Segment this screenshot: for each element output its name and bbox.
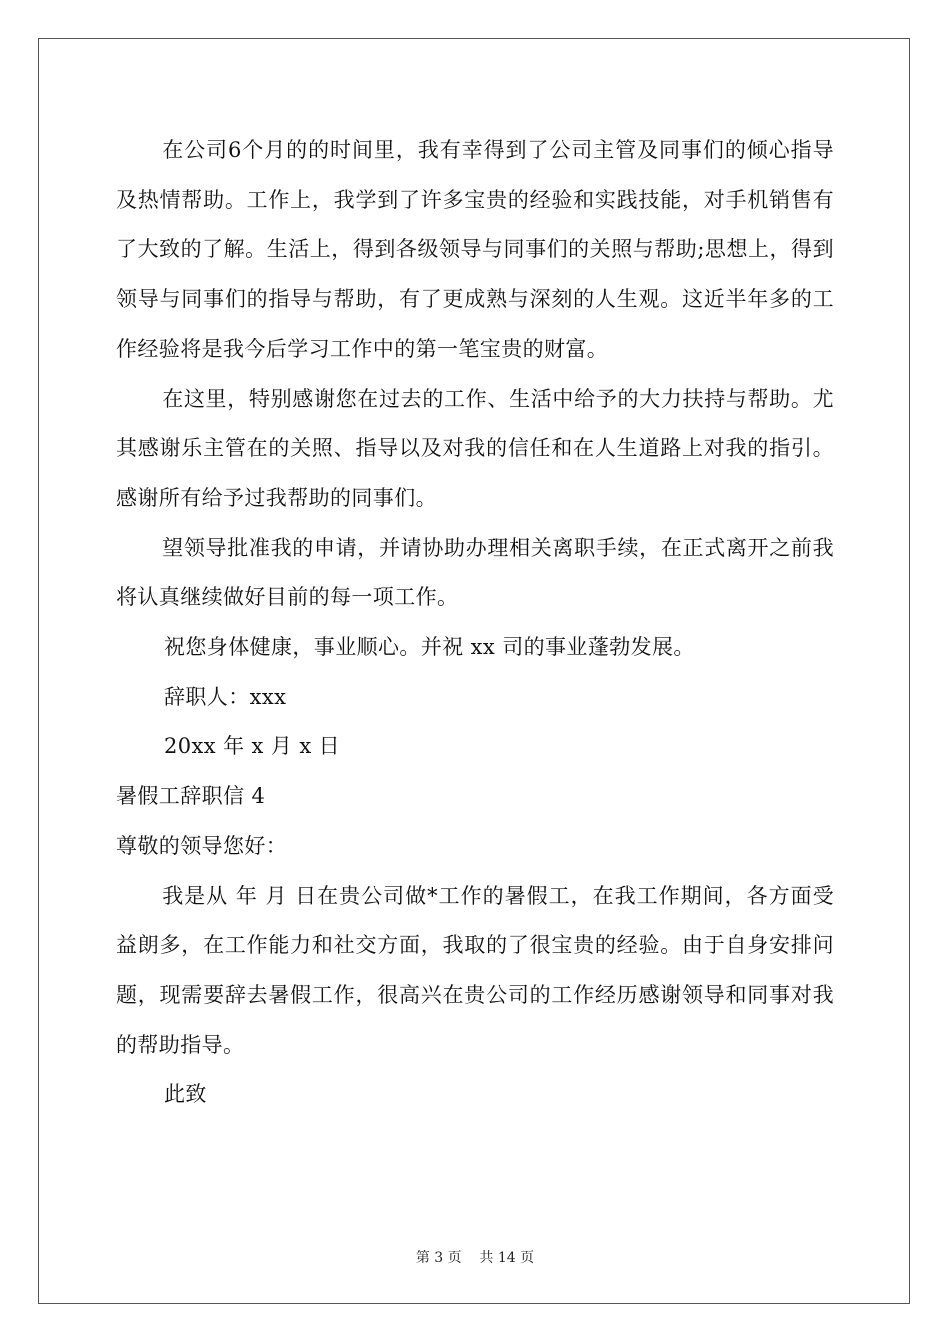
- date-line: 20xx 年 x 月 x 日: [164, 734, 341, 759]
- paragraph-1: 在公司6个月的的时间里，我有幸得到了公司主管及同事们的倾心指导及热情帮助。工作上，我学到了许多宝贵的经验和实践技能，对手机销售有了大致的了解。生活上，得到各级领导与同事们的关照与帮助;思想上，得到领导与同事们的指导与帮助，有了更成熟与深刻的人生观。这近半年多的工作经验将是我今后学习工作中的第一笔宝贵的财富。: [116, 138, 834, 361]
- body-paragraph-letter-4: 我是从 年 月 日在贵公司做*工作的暑假工，在我工作期间，各方面受益朗多，在工作能力和社交方面，我取的了很宝贵的经验。由于自身安排问题，现需要辞去暑假工作，很高兴在贵公司的工作经历感谢领导和同事对我的帮助指导。: [116, 883, 834, 1057]
- salutation: 尊敬的领导您好：: [116, 833, 288, 858]
- page-number: 第 3 页 共 14 页: [415, 1250, 535, 1266]
- paragraph-2: 在这里，特别感谢您在过去的工作、生活中给予的大力扶持与帮助。尤其感谢乐主管在的关照、指导以及对我的信任和在人生道路上对我的指引。感谢所有给予过我帮助的同事们。: [116, 386, 834, 510]
- section-title: 暑假工辞职信 4: [116, 784, 266, 809]
- document-body: [116, 126, 834, 1120]
- page-footer: [0, 1248, 950, 1268]
- closing-line: 此致: [164, 1082, 207, 1107]
- wish-line: 祝您身体健康，事业顺心。并祝 xx 司的事业蓬勃发展。: [164, 635, 695, 660]
- paragraph-3: 望领导批准我的申请，并请协助办理相关离职手续，在正式离开之前我将认真继续做好目前的每一项工作。: [116, 535, 834, 610]
- signer-line: 辞职人：xxx: [164, 684, 287, 709]
